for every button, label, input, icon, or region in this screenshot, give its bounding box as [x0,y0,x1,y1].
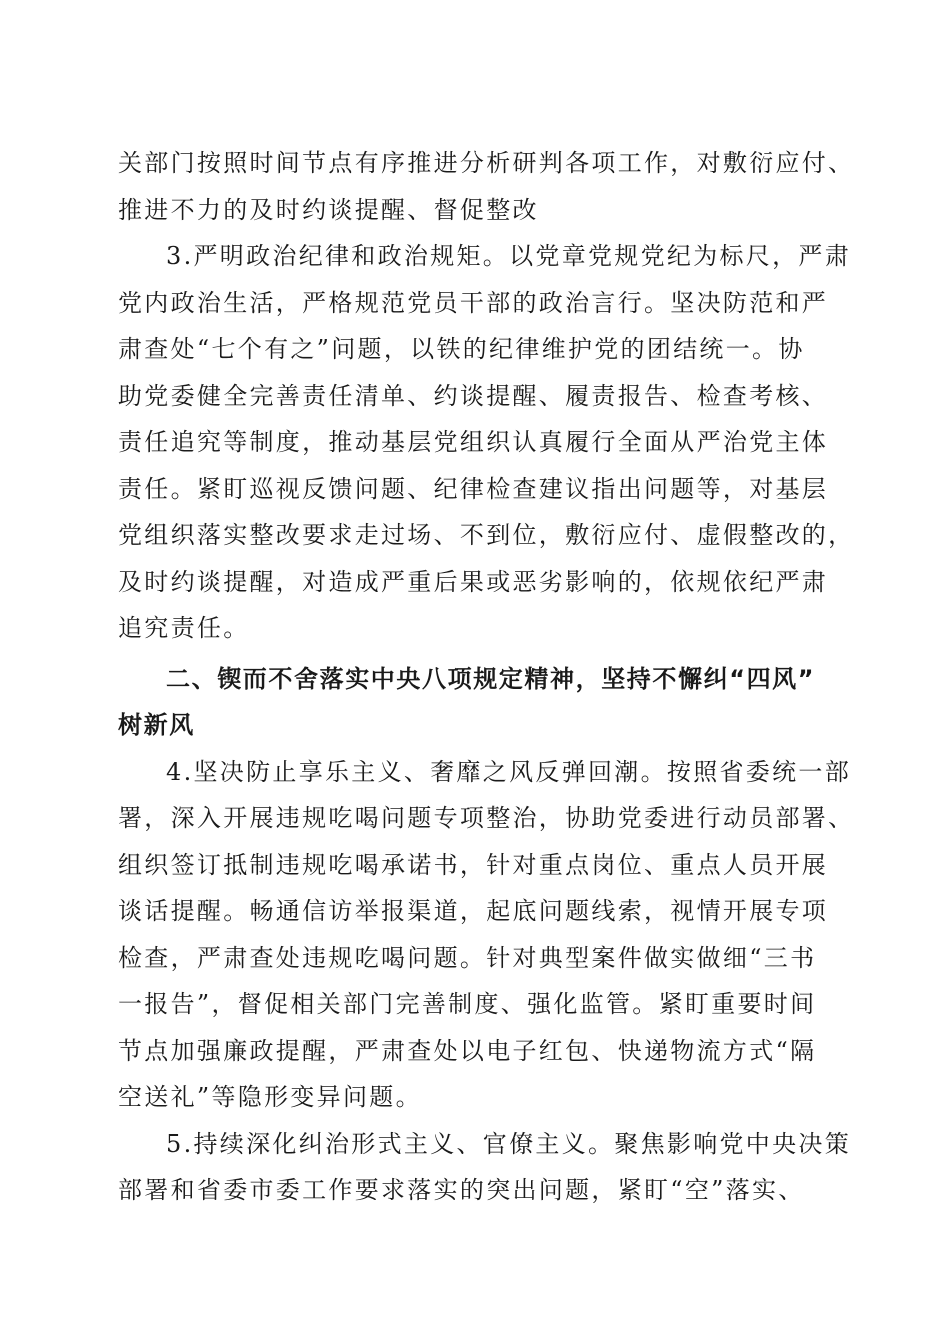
paragraph-4-start: 4.坚决防止享乐主义、奢靡之风反弹回潮。按照省委统一部 [166,757,851,786]
text-line: 谈话提醒。畅通信访举报渠道，起底问题线索，视情开展专项 [118,897,829,925]
text-line: 党组织落实整改要求走过场、不到位，敷衍应付、虚假整改的， [118,521,855,549]
text-line: 推进不力的及时约谈提醒、督促整改 [118,195,539,224]
text-line: 肃查处“七个有之”问题，以铁的纪律维护党的团结统一。协 [118,335,805,363]
text-line: 部署和省委市委工作要求落实的突出问题，紧盯“空”落实、 [118,1176,805,1204]
paragraph-3-start: 3.严明政治纪律和政治规矩。以党章党规党纪为标尺，严肃 [166,242,851,270]
text-line: 组织签订抵制违规吃喝承诺书，针对重点岗位、重点人员开展 [118,850,829,879]
text-line: 检查，严肃查处违规吃喝问题。针对典型案件做实做细“三书 [118,943,817,972]
section-heading-2: 二、锲而不舍落实中央八项规定精神，坚持不懈纠“四风” [166,664,816,693]
section-heading-2-cont: 树新风 [118,711,195,739]
document-body [118,140,855,1214]
paragraph-5-start: 5.持续深化纠治形式主义、官僚主义。聚焦影响党中央决策 [166,1129,851,1158]
text-line: 节点加强廉政提醒，严肃查处以电子红包、快递物流方式“隔 [118,1036,817,1065]
text-line: 追究责任。 [118,614,250,642]
text-line: 责任。紧盯巡视反馈问题、纪律检查建议指出问题等，对基层 [118,474,829,503]
text-line: 署，深入开展违规吃喝问题专项整治，协助党委进行动员部署、 [118,804,855,832]
text-line: 责任追究等制度，推动基层党组织认真履行全面从严治党主体 [118,428,829,456]
text-line: 助党委健全完善责任清单、约谈提醒、履责报告、检查考核、 [118,381,829,410]
text-line: 一报告”，督促相关部门完善制度、强化监管。紧盯重要时间 [118,990,817,1018]
text-line: 党内政治生活，严格规范党员干部的政治言行。坚决防范和严 [118,288,829,317]
text-line: 空送礼”等隐形变异问题。 [118,1083,422,1111]
text-line: 关部门按照时间节点有序推进分析研判各项工作，对敷衍应付、 [118,149,855,177]
text-line: 及时约谈提醒，对造成严重后果或恶劣影响的，依规依纪严肃 [118,567,829,596]
